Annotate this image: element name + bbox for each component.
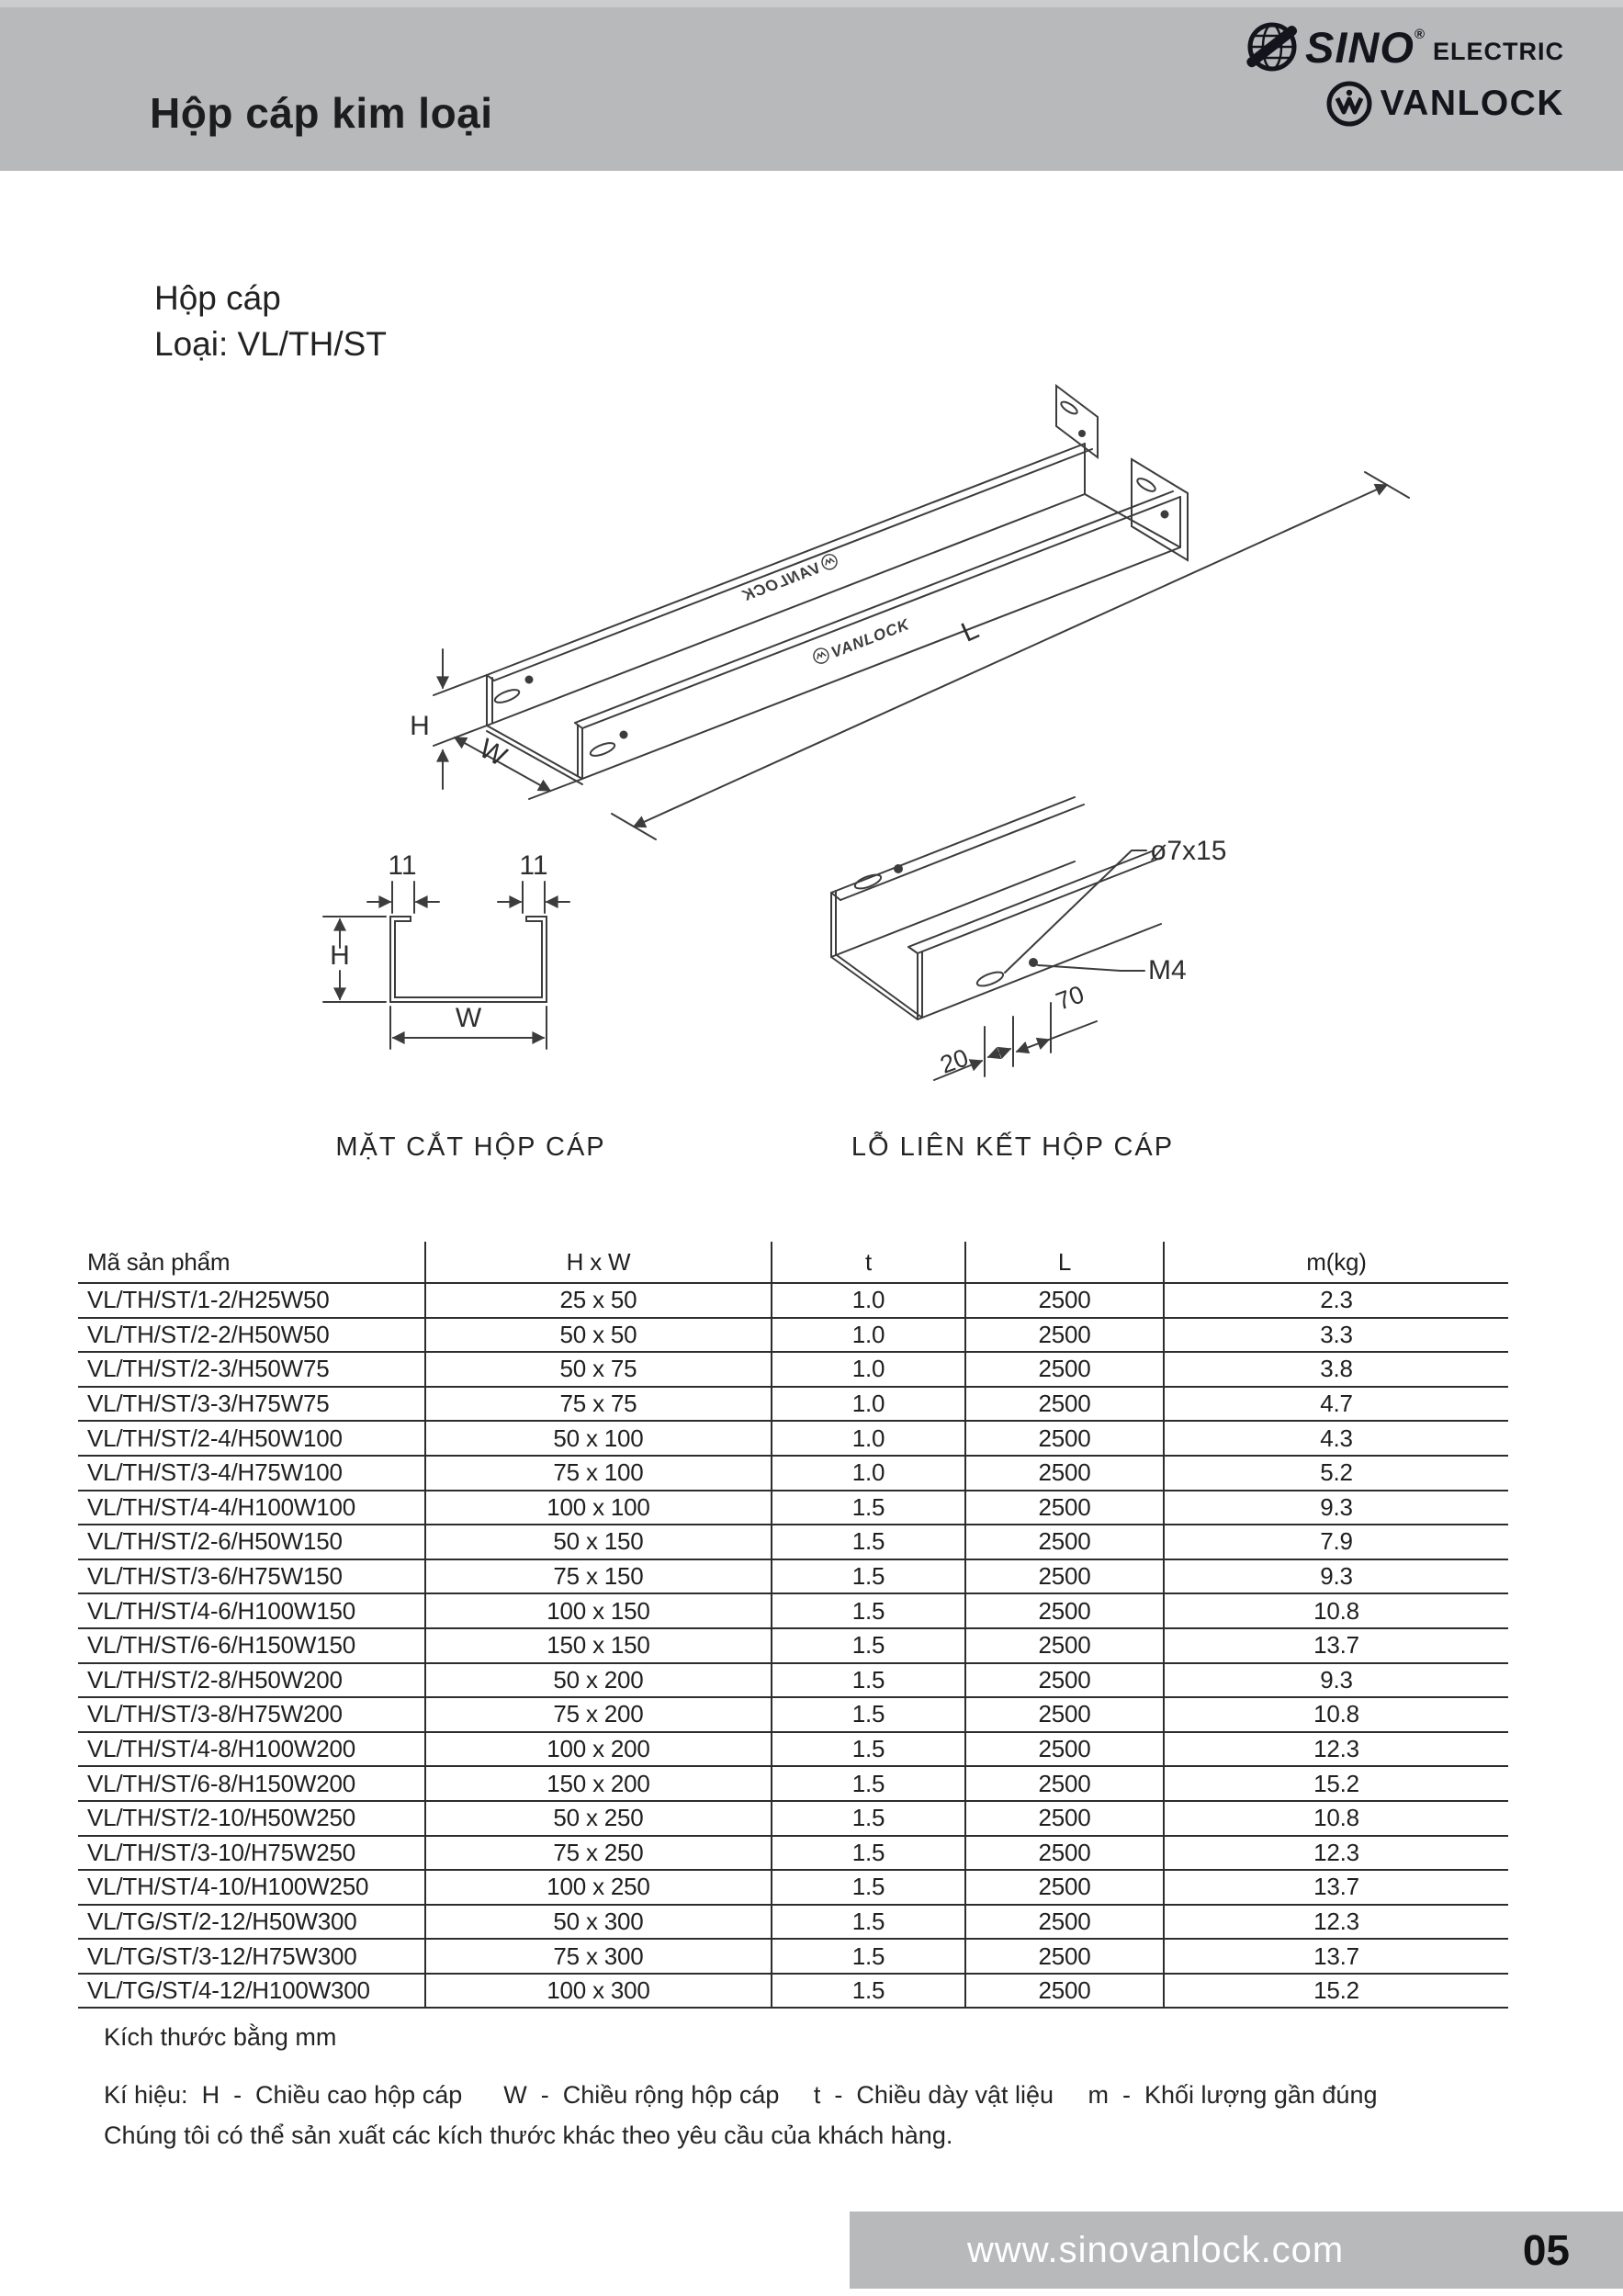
table-cell: 150 x 200 xyxy=(425,1766,772,1801)
table-cell: 2500 xyxy=(965,1801,1164,1836)
table-cell: 50 x 200 xyxy=(425,1663,772,1698)
table-cell: 3.3 xyxy=(1164,1318,1508,1353)
table-cell: 75 x 200 xyxy=(425,1697,772,1732)
column-header: t xyxy=(772,1242,965,1283)
table-cell: VL/TH/ST/2-10/H50W250 xyxy=(78,1801,425,1836)
table-cell: VL/TH/ST/4-4/H100W100 xyxy=(78,1491,425,1525)
table-row xyxy=(78,1801,1508,1836)
table-row xyxy=(78,1974,1508,2009)
table-cell: 4.3 xyxy=(1164,1421,1508,1456)
table-cell: 75 x 100 xyxy=(425,1456,772,1491)
svg-text:VANLOCK: VANLOCK xyxy=(739,558,823,605)
table-cell: 100 x 100 xyxy=(425,1491,772,1525)
slot-size-label: ø7x15 xyxy=(1150,836,1227,866)
table-row xyxy=(78,1352,1508,1387)
table-row xyxy=(78,1732,1508,1767)
table-cell: 1.5 xyxy=(772,1663,965,1698)
spec-table-body xyxy=(78,1283,1508,2008)
electric-wordmark: ELECTRIC xyxy=(1433,37,1564,65)
table-cell: 2500 xyxy=(965,1525,1164,1559)
table-cell: VL/TG/ST/4-12/H100W300 xyxy=(78,1974,425,2009)
table-cell: 10.8 xyxy=(1164,1801,1508,1836)
page-number: 05 xyxy=(1522,2226,1570,2274)
table-cell: 10.8 xyxy=(1164,1593,1508,1628)
table-cell: VL/TH/ST/6-6/H150W150 xyxy=(78,1628,425,1663)
cross-section-drawing xyxy=(303,845,625,1061)
section-caption: MẶT CẮT HỘP CÁP xyxy=(335,1132,606,1162)
sino-wordmark: SINO xyxy=(1305,22,1414,72)
brand-block xyxy=(1246,18,1564,132)
table-cell: 1.0 xyxy=(772,1387,965,1422)
table-cell: VL/TH/ST/3-4/H75W100 xyxy=(78,1456,425,1491)
table-cell: 1.5 xyxy=(772,1905,965,1940)
table-cell: 50 x 150 xyxy=(425,1525,772,1559)
table-cell: VL/TH/ST/4-8/H100W200 xyxy=(78,1732,425,1767)
table-cell: 50 x 75 xyxy=(425,1352,772,1387)
table-cell: 4.7 xyxy=(1164,1387,1508,1422)
table-cell: 50 x 300 xyxy=(425,1905,772,1940)
table-cell: 10.8 xyxy=(1164,1697,1508,1732)
connection-holes-drawing xyxy=(799,790,1336,1111)
table-cell: 100 x 250 xyxy=(425,1870,772,1905)
table-cell: VL/TH/ST/3-6/H75W150 xyxy=(78,1559,425,1594)
column-header: m(kg) xyxy=(1164,1242,1508,1283)
section-profile xyxy=(390,917,547,1002)
table-cell: 1.5 xyxy=(772,1801,965,1836)
table-cell: 1.5 xyxy=(772,1766,965,1801)
table-row xyxy=(78,1593,1508,1628)
table-cell: 1.5 xyxy=(772,1870,965,1905)
emboss-vanlock xyxy=(812,615,913,668)
vanlock-crest-icon xyxy=(1325,80,1373,128)
lip-left-label: 11 xyxy=(388,850,417,881)
table-cell: 15.2 xyxy=(1164,1974,1508,2009)
table-cell: 9.3 xyxy=(1164,1491,1508,1525)
footer-bar xyxy=(850,2212,1623,2289)
table-cell: VL/TH/ST/6-8/H150W200 xyxy=(78,1766,425,1801)
table-cell: 13.7 xyxy=(1164,1870,1508,1905)
channel-end-holes xyxy=(853,864,1038,989)
vanlock-wordmark: VANLOCK xyxy=(1380,84,1564,123)
table-cell: 50 x 50 xyxy=(425,1318,772,1353)
sino-globe-icon xyxy=(1246,21,1298,73)
table-cell: 12.3 xyxy=(1164,1836,1508,1871)
table-row xyxy=(78,1766,1508,1801)
table-row xyxy=(78,1836,1508,1871)
table-cell: 2500 xyxy=(965,1628,1164,1663)
column-header: Mã sản phẩm xyxy=(78,1242,425,1283)
table-cell: 75 x 300 xyxy=(425,1939,772,1974)
table-cell: VL/TH/ST/4-10/H100W250 xyxy=(78,1870,425,1905)
table-cell: 2500 xyxy=(965,1456,1164,1491)
spec-table-header-row xyxy=(78,1242,1508,1283)
emboss-vanlock-mirrored xyxy=(738,552,840,604)
table-cell: 5.2 xyxy=(1164,1456,1508,1491)
table-cell: 2500 xyxy=(965,1732,1164,1767)
table-cell: 1.5 xyxy=(772,1732,965,1767)
table-cell: 1.0 xyxy=(772,1421,965,1456)
registered-mark: ® xyxy=(1414,26,1425,42)
table-row xyxy=(78,1905,1508,1940)
table-cell: 7.9 xyxy=(1164,1525,1508,1559)
note-legend: Kí hiệu: H - Chiều cao hộp cáp W - Chiều rộng hộp cáp t - Chiều dày vật liệu m - Khối lượng gần đúng xyxy=(104,2081,1378,2109)
iso-dimension-lines xyxy=(434,472,1409,839)
table-cell: 9.3 xyxy=(1164,1663,1508,1698)
product-name: Hộp cáp xyxy=(154,279,281,317)
table-cell: 2.3 xyxy=(1164,1283,1508,1318)
table-cell: VL/TH/ST/2-6/H50W150 xyxy=(78,1525,425,1559)
dim-l-label: L xyxy=(956,613,984,648)
table-cell: VL/TH/ST/2-3/H50W75 xyxy=(78,1352,425,1387)
table-row xyxy=(78,1939,1508,1974)
table-row xyxy=(78,1628,1508,1663)
table-cell: VL/TH/ST/2-4/H50W100 xyxy=(78,1421,425,1456)
table-cell: 1.0 xyxy=(772,1456,965,1491)
table-cell: VL/TG/ST/2-12/H50W300 xyxy=(78,1905,425,1940)
table-cell: 1.0 xyxy=(772,1318,965,1353)
website-text: www.sinovanlock.com xyxy=(967,2229,1345,2270)
holes-caption: LỖ LIÊN KẾT HỘP CÁP xyxy=(851,1132,1175,1162)
table-cell: VL/TH/ST/3-3/H75W75 xyxy=(78,1387,425,1422)
table-cell: 2500 xyxy=(965,1836,1164,1871)
table-cell: 1.5 xyxy=(772,1939,965,1974)
table-cell: 2500 xyxy=(965,1870,1164,1905)
table-cell: 1.5 xyxy=(772,1836,965,1871)
table-cell: VL/TH/ST/2-8/H50W200 xyxy=(78,1663,425,1698)
table-cell: 2500 xyxy=(965,1491,1164,1525)
table-cell: 75 x 250 xyxy=(425,1836,772,1871)
table-cell: 1.0 xyxy=(772,1283,965,1318)
lip-right-label: 11 xyxy=(519,850,548,881)
product-type: Loại: VL/TH/ST xyxy=(154,325,387,363)
table-row xyxy=(78,1456,1508,1491)
table-row xyxy=(78,1663,1508,1698)
table-cell: 2500 xyxy=(965,1283,1164,1318)
table-cell: 1.5 xyxy=(772,1491,965,1525)
dim-h-label: H xyxy=(410,711,430,741)
table-cell: 75 x 75 xyxy=(425,1387,772,1422)
table-cell: 100 x 300 xyxy=(425,1974,772,2009)
column-header: H x W xyxy=(425,1242,772,1283)
table-cell: 1.5 xyxy=(772,1525,965,1559)
table-row xyxy=(78,1525,1508,1559)
table-cell: 2500 xyxy=(965,1905,1164,1940)
table-cell: VL/TH/ST/2-2/H50W50 xyxy=(78,1318,425,1353)
note-units: Kích thước bằng mm xyxy=(104,2023,337,2051)
table-cell: 13.7 xyxy=(1164,1628,1508,1663)
table-cell: 25 x 50 xyxy=(425,1283,772,1318)
tap-size-label: M4 xyxy=(1148,955,1187,985)
vanlock-logo xyxy=(1325,75,1564,132)
table-cell: 2500 xyxy=(965,1663,1164,1698)
trunking-holes xyxy=(493,400,1168,758)
spec-table xyxy=(78,1242,1508,2009)
table-cell: 2500 xyxy=(965,1421,1164,1456)
dim-w-label: W xyxy=(474,733,512,772)
note-custom-sizes: Chúng tôi có thể sản xuất các kích thước khác theo yêu cầu của khách hàng. xyxy=(104,2122,953,2149)
table-row xyxy=(78,1283,1508,1318)
table-cell: 2500 xyxy=(965,1766,1164,1801)
table-cell: 2500 xyxy=(965,1387,1164,1422)
table-cell: 1.5 xyxy=(772,1559,965,1594)
table-cell: 13.7 xyxy=(1164,1939,1508,1974)
trunking-body xyxy=(487,386,1188,784)
section-dimension-lines xyxy=(323,882,569,1049)
svg-text:VANLOCK: VANLOCK xyxy=(828,615,912,662)
table-cell: 15.2 xyxy=(1164,1766,1508,1801)
section-h-label: H xyxy=(330,940,350,971)
table-row xyxy=(78,1697,1508,1732)
table-cell: VL/TH/ST/3-8/H75W200 xyxy=(78,1697,425,1732)
table-cell: 50 x 250 xyxy=(425,1801,772,1836)
table-row xyxy=(78,1870,1508,1905)
table-cell: 75 x 150 xyxy=(425,1559,772,1594)
table-cell: 9.3 xyxy=(1164,1559,1508,1594)
table-row xyxy=(78,1318,1508,1353)
table-row xyxy=(78,1559,1508,1594)
column-header: L xyxy=(965,1242,1164,1283)
section-w-label: W xyxy=(455,1003,482,1033)
table-cell: 100 x 150 xyxy=(425,1593,772,1628)
table-cell: VL/TH/ST/3-10/H75W250 xyxy=(78,1836,425,1871)
table-row xyxy=(78,1421,1508,1456)
table-cell: 1.5 xyxy=(772,1697,965,1732)
table-cell: 2500 xyxy=(965,1939,1164,1974)
table-cell: VL/TH/ST/4-6/H100W150 xyxy=(78,1593,425,1628)
table-cell: 100 x 200 xyxy=(425,1732,772,1767)
sino-electric-logo xyxy=(1246,18,1564,75)
table-row xyxy=(78,1387,1508,1422)
table-cell: VL/TH/ST/1-2/H25W50 xyxy=(78,1283,425,1318)
dim-70-label: 70 xyxy=(1052,980,1088,1016)
spec-table-container xyxy=(78,1242,1508,2009)
table-cell: 1.5 xyxy=(772,1628,965,1663)
table-row xyxy=(78,1491,1508,1525)
table-cell: 3.8 xyxy=(1164,1352,1508,1387)
table-cell: 2500 xyxy=(965,1559,1164,1594)
table-cell: 12.3 xyxy=(1164,1905,1508,1940)
table-cell: 2500 xyxy=(965,1593,1164,1628)
channel-end-body xyxy=(831,797,1161,1019)
table-cell: 50 x 100 xyxy=(425,1421,772,1456)
hole-callouts xyxy=(934,850,1146,1080)
table-cell: 1.0 xyxy=(772,1352,965,1387)
table-cell: VL/TG/ST/3-12/H75W300 xyxy=(78,1939,425,1974)
table-cell: 2500 xyxy=(965,1318,1164,1353)
table-cell: 12.3 xyxy=(1164,1732,1508,1767)
table-cell: 2500 xyxy=(965,1697,1164,1732)
dim-20-label: 20 xyxy=(936,1043,973,1079)
top-strip xyxy=(0,0,1623,7)
table-cell: 2500 xyxy=(965,1352,1164,1387)
table-cell: 2500 xyxy=(965,1974,1164,2009)
table-cell: 150 x 150 xyxy=(425,1628,772,1663)
page-title: Hộp cáp kim loại xyxy=(150,89,493,137)
table-cell: 1.5 xyxy=(772,1974,965,2009)
table-cell: 1.5 xyxy=(772,1593,965,1628)
